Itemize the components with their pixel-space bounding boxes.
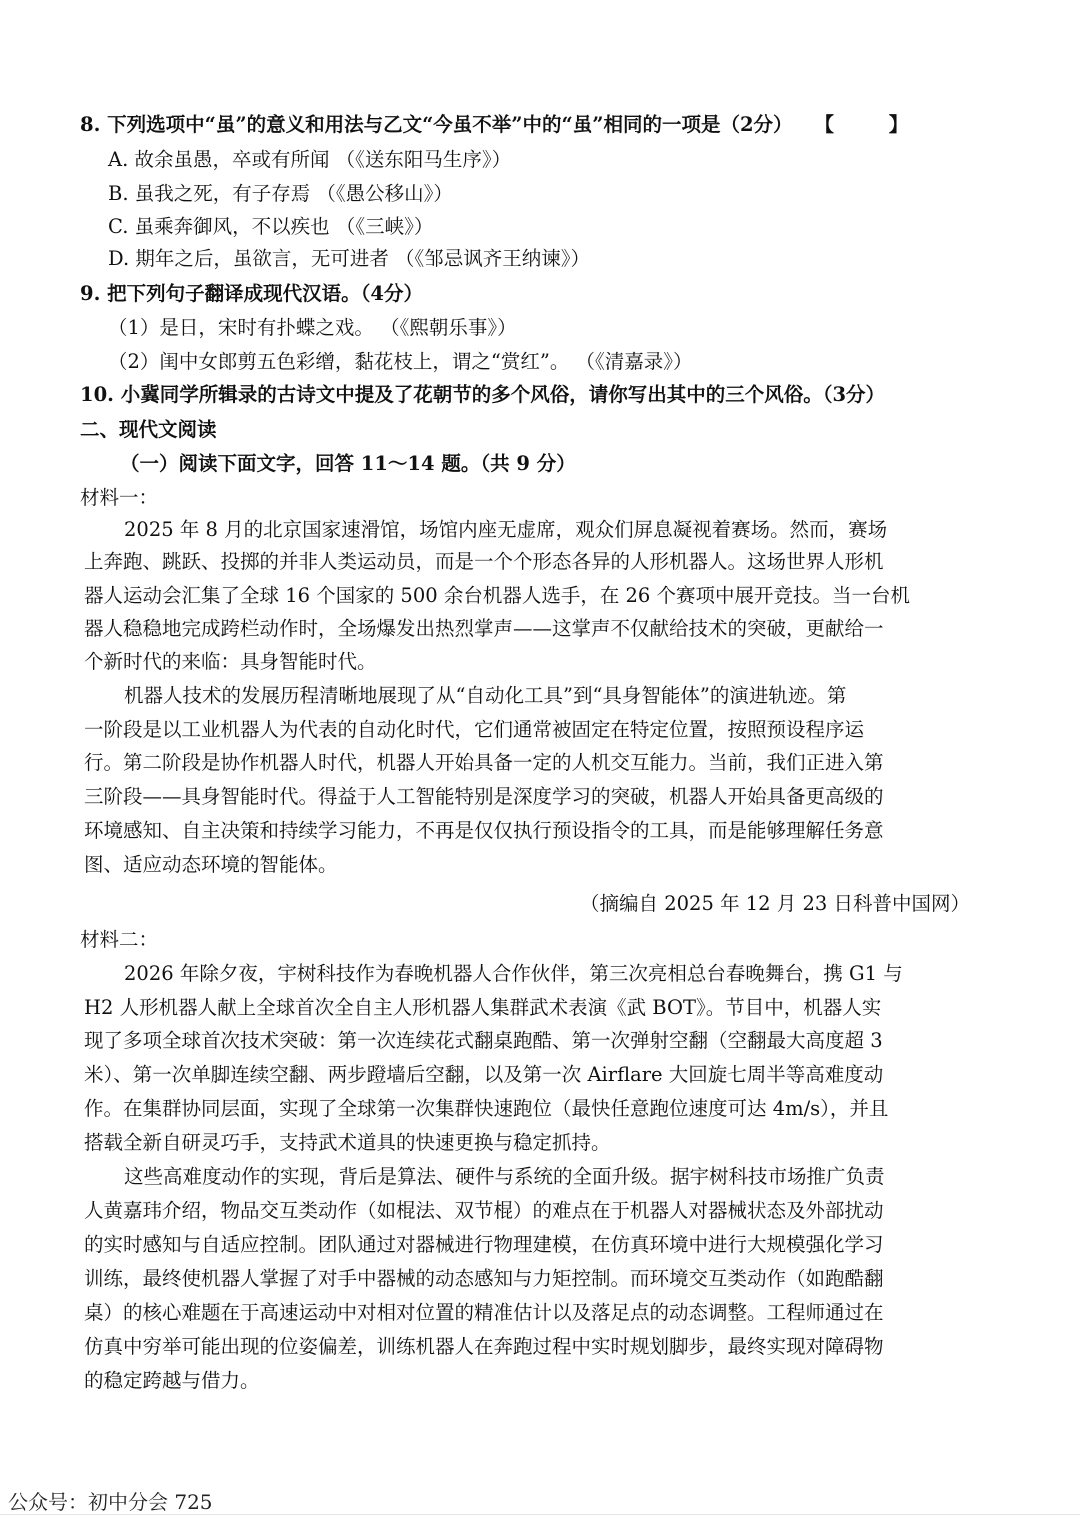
material1-line: 机器人技术的发展历程清晰地展现了从“自动化工具”到“具身智能体”的演进轨迹。第 [124,684,847,707]
section-subtitle: （一）阅读下面文字，回答 11～14 题。（共 9 分） [120,452,576,475]
material2-line: 米）、第一次单脚连续空翻、两步蹬墙后空翻，以及第一次 Airflare 大回旋七周半等高难度动 [84,1063,884,1086]
material1-line: 器人运动会汇集了全球 16 个国家的 500 余台机器人选手，在 26 个赛项中展开竞技。当一台机 [84,584,911,607]
q8-stem-text: 8. 下列选项中“虽”的意义和用法与乙文“今虽不举”中的“虽”相同的一项是（2分） [80,113,793,136]
material2-line: 的稳定跨越与借力。 [84,1369,260,1392]
material1-line: 图、适应动态环境的智能体。 [84,853,338,876]
q10-stem: 10. 小冀同学所辑录的古诗文中提及了花朝节的多个风俗，请你写出其中的三个风俗。（3分） [80,383,886,406]
material2-line: 搭载全新自研灵巧手，支持武术道具的快速更换与稳定抓持。 [84,1131,611,1154]
material1-line: 行。第二阶段是协作机器人时代，机器人开始具备一定的人机交互能力。当前，我们正进入第 [84,751,884,774]
material1-line: 三阶段——具身智能时代。得益于人工智能特别是深度学习的突破，机器人开始具备更高级的 [84,785,884,808]
q9-item-1: （1）是日，宋时有扑蝶之戏。 （《熙朝乐事》） [108,316,517,339]
q8-option-a: A. 故余虽愚，卒或有所闻 （《送东阳马生序》） [108,148,512,171]
material1-line: 环境感知、自主决策和持续学习能力，不再是仅仅执行预设指令的工具，而是能够理解任务意 [84,819,884,842]
material2-line: 训练，最终使机器人掌握了对手中器械的动态感知与力矩控制。而环境交互类动作（如跑酷翻 [84,1267,884,1290]
answer-bracket: 【 】 [814,113,933,136]
section-title: 二、现代文阅读 [80,418,217,441]
material2-line: 的实时感知与自适应控制。团队通过对器械进行物理建模，在仿真环境中进行大规模强化学习 [84,1233,884,1256]
material2-line: 作。在集群协同层面，实现了全球第一次集群快速跑位（最快任意跑位速度可达 4m/s），并且 [84,1097,889,1120]
material2-line: 人黄嘉玮介绍，物品交互类动作（如棍法、双节棍）的难点在于机器人对器械状态及外部扰动 [84,1199,884,1222]
material2-line: 仿真中穷举可能出现的位姿偏差，训练机器人在奔跑过程中实时规划脚步，最终实现对障碍物 [84,1335,884,1358]
q8-option-d: D. 期年之后，虽欲言，无可进者 （《邹忌讽齐王纳谏》） [108,247,591,270]
material1-label: 材料一： [80,486,159,509]
q8-option-c: C. 虽乘奔御风，不以疾也 （《三峡》） [108,215,434,238]
footer-divider [0,1514,1080,1515]
material2-label: 材料二： [80,928,159,951]
q9-stem: 9. 把下列句子翻译成现代汉语。（4分） [80,282,423,305]
q8-stem [80,111,932,139]
q9-item-2: （2）闺中女郎剪五色彩缯，黏花枝上，谓之“赏红”。 （《清嘉录》） [108,350,693,373]
material2-line: 2026 年除夕夜，宇树科技作为春晚机器人合作伙伴，第三次亮相总台春晚舞台，携 G1 与 [124,962,903,985]
material1-line: 一阶段是以工业机器人为代表的自动化时代，它们通常被固定在特定位置，按照预设程序运 [84,718,865,741]
footer-watermark: 公众号：初中分会 725 [8,1490,213,1514]
material1-source: （摘编自 2025 年 12 月 23 日科普中国网） [580,892,970,915]
material2-line: 桌）的核心难题在于高速运动中对相对位置的精准估计以及落足点的动态调整。工程师通过在 [84,1301,884,1324]
q8-option-b: B. 虽我之死，有子存焉 （《愚公移山》） [108,182,453,205]
material1-line: 上奔跑、跳跃、投掷的并非人类运动员，而是一个个形态各异的人形机器人。这场世界人形机 [84,550,884,573]
material2-line: 现了多项全球首次技术突破：第一次连续花式翻桌跑酷、第一次弹射空翻（空翻最大高度超 3 [84,1029,883,1052]
material2-line: H2 人形机器人献上全球首次全自主人形机器人集群武术表演《武 BOT》。节目中，机器人实 [84,996,882,1019]
material1-line: 个新时代的来临：具身智能时代。 [84,650,377,673]
material1-line: 2025 年 8 月的北京国家速滑馆，场馆内座无虚席，观众们屏息凝视着赛场。然而，赛场 [124,518,888,541]
material1-line: 器人稳稳地完成跨栏动作时，全场爆发出热烈掌声——这掌声不仅献给技术的突破，更献给一 [84,617,884,640]
material2-line: 这些高难度动作的实现，背后是算法、硬件与系统的全面升级。据宇树科技市场推广负责 [124,1165,885,1188]
